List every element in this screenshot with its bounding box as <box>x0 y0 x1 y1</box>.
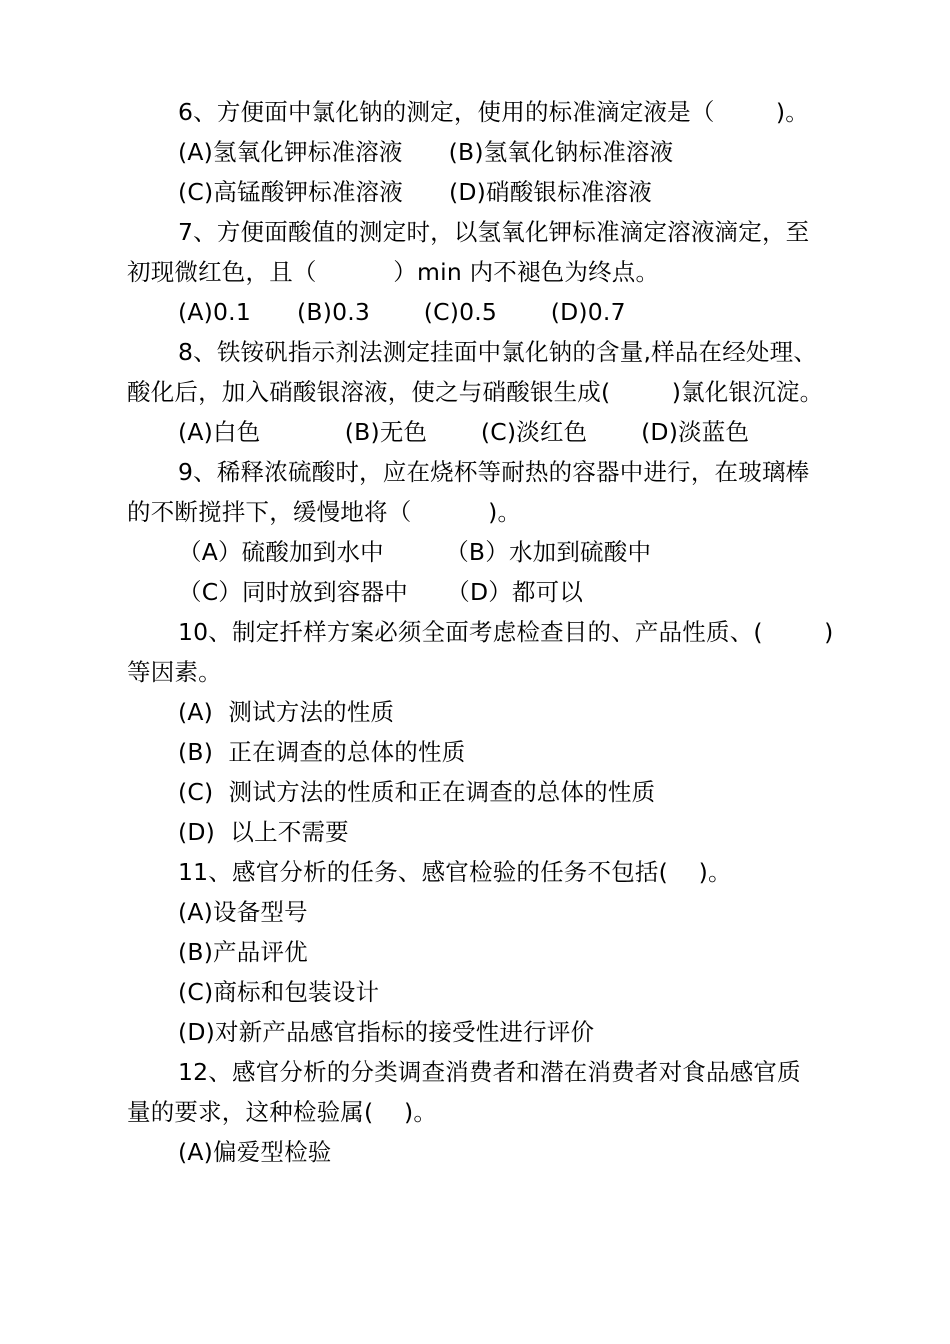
question-10-option-b: (B) 正在调查的总体的性质 <box>178 738 466 766</box>
question-6-options-ab: (A)氢氧化钾标准溶液 (B)氢氧化钠标准溶液 <box>178 138 674 166</box>
question-10-stem-cont: 等因素。 <box>127 658 222 686</box>
question-9-options-ab: （A）硫酸加到水中 （B）水加到硫酸中 <box>178 538 652 566</box>
question-11-option-b: (B)产品评优 <box>178 938 308 966</box>
question-8-options: (A)白色 (B)无色 (C)淡红色 (D)淡蓝色 <box>178 418 750 446</box>
question-12-stem: 12、感官分析的分类调查消费者和潜在消费者对食品感官质 <box>178 1058 801 1086</box>
question-9-stem: 9、稀释浓硫酸时，应在烧杯等耐热的容器中进行，在玻璃棒 <box>178 458 810 486</box>
question-11-option-d: (D)对新产品感官指标的接受性进行评价 <box>178 1018 595 1046</box>
question-10-option-c: (C) 测试方法的性质和正在调查的总体的性质 <box>178 778 656 806</box>
question-7-stem: 7、方便面酸值的测定时，以氢氧化钾标准滴定溶液滴定，至 <box>178 218 810 246</box>
question-6-options-cd: (C)高锰酸钾标准溶液 (D)硝酸银标准溶液 <box>178 178 652 206</box>
question-11-option-a: (A)设备型号 <box>178 898 308 926</box>
question-7-stem-cont: 初现微红色，且（ ）min 内不褪色为终点。 <box>127 258 660 286</box>
question-9-stem-cont: 的不断搅拌下，缓慢地将（ )。 <box>127 498 522 526</box>
question-8-stem-cont: 酸化后，加入硝酸银溶液，使之与硝酸银生成( )氯化银沉淀。 <box>127 378 824 406</box>
question-10-option-a: (A) 测试方法的性质 <box>178 698 395 726</box>
question-6-stem: 6、方便面中氯化钠的测定，使用的标准滴定液是（ )。 <box>178 98 809 126</box>
question-10-option-d: (D) 以上不需要 <box>178 818 349 846</box>
question-11-stem: 11、感官分析的任务、感官检验的任务不包括( )。 <box>178 858 732 886</box>
question-8-stem: 8、铁铵矾指示剂法测定挂面中氯化钠的含量,样品在经处理、 <box>178 338 818 366</box>
question-11-option-c: (C)商标和包装设计 <box>178 978 380 1006</box>
question-12-option-a: (A)偏爱型检验 <box>178 1138 332 1166</box>
question-7-options: (A)0.1 (B)0.3 (C)0.5 (D)0.7 <box>178 298 626 326</box>
question-10-stem: 10、制定扦样方案必须全面考虑检查目的、产品性质、( ) <box>178 618 834 646</box>
question-9-options-cd: （C）同时放到容器中 （D）都可以 <box>178 578 584 606</box>
question-12-stem-cont: 量的要求，这种检验属( )。 <box>127 1098 438 1126</box>
